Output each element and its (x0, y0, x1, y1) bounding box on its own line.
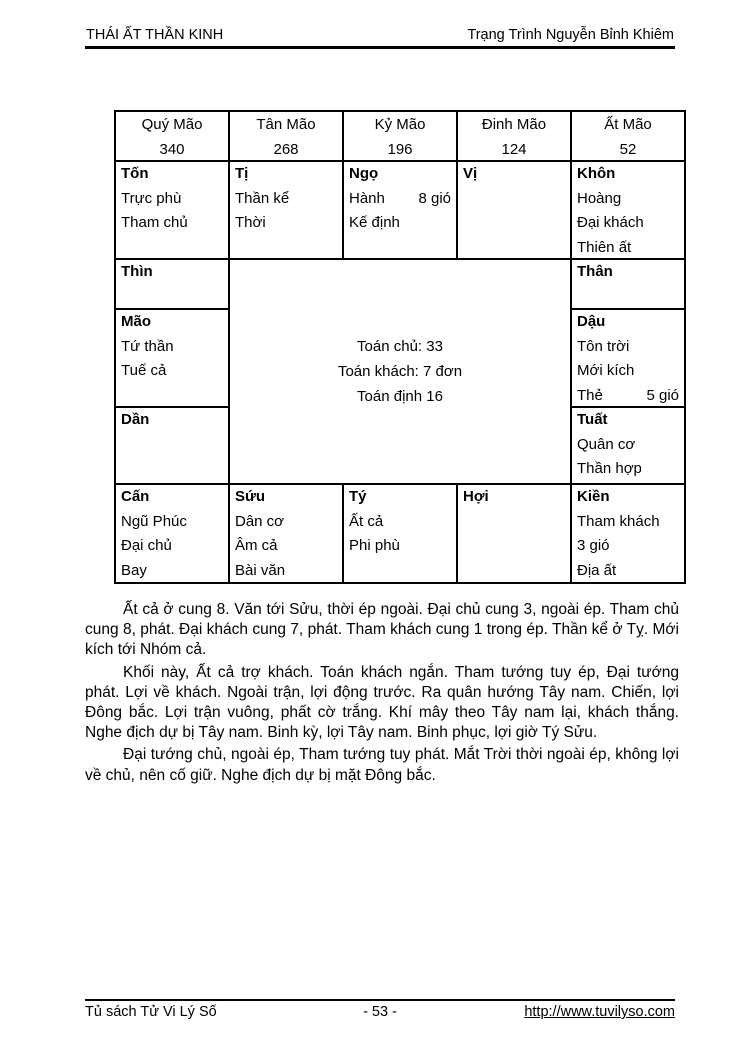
palace-label: Tuất (577, 411, 608, 428)
palace-cell-ty (343, 484, 457, 583)
palace-cell-ti (229, 161, 343, 259)
palace-line: Tuế cả (121, 362, 167, 379)
palace-line: Hoàng (577, 189, 622, 207)
paragraph-2: Khối này, Ất cả trợ khách. Toán khách ngắn. Tham tướng tuy ép, Đại tướng phát. Lợi về khách. Ngoài trận, lợi động trước. Ra quân hướng Tây nam. Chiến, lợi Đông bắc. Lợi trận vuông, phất cờ trắng. Khí mây theo Tây nam lại, khách thắng. Nghe địch dự bị Tây nam. Binh kỳ, lợi Tây nam. Binh phục, lợi giờ Tý Sửu. (85, 663, 679, 742)
palace-label: Vị (463, 165, 478, 182)
palace-label: Sứu (235, 488, 266, 505)
year-number: 196 (387, 141, 413, 158)
palace-cell-dan (115, 407, 229, 484)
year-number: 340 (159, 141, 185, 158)
year-cell-dinh-mao (457, 111, 571, 161)
page-header (86, 27, 674, 43)
palace-line: Đại khách (577, 214, 644, 231)
header-rule (85, 46, 675, 49)
year-number: 124 (501, 141, 527, 158)
palace-line: Kế định (349, 214, 400, 231)
palace-cell-khon (571, 161, 685, 259)
palace-label: Cấn (121, 488, 150, 505)
palace-cell-than (571, 259, 685, 309)
paragraph-3: Đại tướng chủ, ngoài ép, Tham tướng tuy phát. Mắt Trời thời ngoài ép, không lợi về chủ, nên cố giữ. Nghe địch dự bị mặt Đông bắc. (85, 746, 679, 784)
year-number: 268 (273, 141, 299, 158)
palace-line: Thần hợp (577, 460, 642, 477)
footer-series-title: Tủ sách Tử Vi Lý Số (85, 1004, 217, 1020)
palace-cell-tuat (571, 407, 685, 484)
palace-line: Quân cơ (577, 435, 636, 453)
palace-line: Tham chủ (121, 214, 188, 231)
year-name: Đinh Mão (481, 116, 547, 133)
toan-chu: Toán chủ: 33 (357, 338, 443, 355)
palace-line: Thiên ất (577, 238, 632, 256)
year-cell-at-mao (571, 111, 685, 161)
year-name: Ất Mão (604, 116, 652, 133)
palace-line: Đại chủ (121, 537, 172, 554)
page-footer (85, 1004, 675, 1020)
palace-line: Thần kể (235, 189, 290, 207)
year-cell-tan-mao (229, 111, 343, 161)
palace-line: Thời (235, 214, 266, 231)
palace-cell-suu (229, 484, 343, 583)
page-number: - 53 - (363, 1004, 397, 1020)
palace-label: Tốn (121, 165, 149, 182)
palace-line: Âm cả (235, 537, 278, 554)
palace-label: Tý (349, 488, 367, 505)
palace-cell-hoi (457, 484, 571, 583)
palace-cell-kien (571, 484, 685, 583)
palace-line: Bài văn (235, 561, 286, 579)
palace-label: Hợi (463, 488, 489, 505)
palace-line: Tham khách (577, 512, 660, 530)
palace-label: Dần (121, 411, 150, 428)
thai-at-chart (114, 110, 686, 584)
palace-cell-mao (115, 309, 229, 407)
palace-line-right: 8 gió (418, 189, 451, 207)
footer-link-wrap (478, 1004, 675, 1020)
palace-line: Tứ thần (121, 337, 174, 355)
palace-line: Ất cả (349, 512, 384, 530)
year-name: Kỷ Mão (374, 116, 426, 133)
year-name: Quý Mão (141, 116, 203, 133)
palace-cell-vi (457, 161, 571, 259)
palace-label: Thìn (121, 263, 153, 280)
paragraph-1: Ất cả ở cung 8. Văn tới Sửu, thời ép ngoài. Đại chủ cung 3, ngoài ép. Tham chủ cung 8, phát. Đại khách cung 7, phát. Tham khách cung 1 trong ép. Thần kể ở Tỵ. Mới kích tới Nhóm cả. (85, 601, 679, 659)
palace-line: Bay (121, 561, 147, 579)
palace-line: Trực phù (121, 189, 182, 207)
palace-label: Tị (235, 165, 249, 182)
palace-line: Mới kích (577, 362, 635, 379)
year-number: 52 (619, 141, 637, 158)
toan-khach: Toán khách: 7 đơn (337, 363, 463, 380)
palace-line-left: Hành (349, 189, 385, 207)
interpretation-text (85, 600, 679, 788)
author-name: Trạng Trình Nguyễn Bỉnh Khiêm (467, 27, 674, 43)
palace-cell-dau (571, 309, 685, 407)
palace-label: Thân (577, 263, 613, 280)
palace-cell-ngo (343, 161, 457, 259)
palace-line: Địa ất (577, 561, 617, 579)
palace-line (349, 187, 451, 212)
book-title: THÁI ẤT THẦN KINH (86, 27, 224, 43)
year-cell-quy-mao (115, 111, 229, 161)
palace-line: Tôn trời (577, 337, 630, 355)
footer-rule (85, 999, 675, 1001)
palace-label: Kiền (577, 488, 610, 505)
year-name: Tân Mão (256, 116, 316, 133)
palace-label: Khôn (577, 165, 616, 182)
palace-cell-ton (115, 161, 229, 259)
palace-label: Ngọ (349, 165, 379, 182)
year-cell-ky-mao (343, 111, 457, 161)
palace-line: Phi phù (349, 537, 400, 554)
palace-line: Ngũ Phúc (121, 512, 187, 530)
center-calculation-cell (229, 259, 571, 484)
palace-line: Dân cơ (235, 512, 285, 530)
palace-line: 3 gió (577, 537, 610, 554)
palace-label: Dậu (577, 313, 606, 330)
website-link[interactable]: http://www.tuvilyso.com (524, 1004, 676, 1020)
palace-line-left: Thẻ (577, 386, 603, 404)
palace-line (577, 384, 679, 408)
palace-label: Mão (121, 313, 151, 330)
toan-dinh: Toán định 16 (357, 388, 443, 405)
palace-line-right: 5 gió (646, 386, 679, 404)
palace-cell-can (115, 484, 229, 583)
palace-cell-thin (115, 259, 229, 309)
